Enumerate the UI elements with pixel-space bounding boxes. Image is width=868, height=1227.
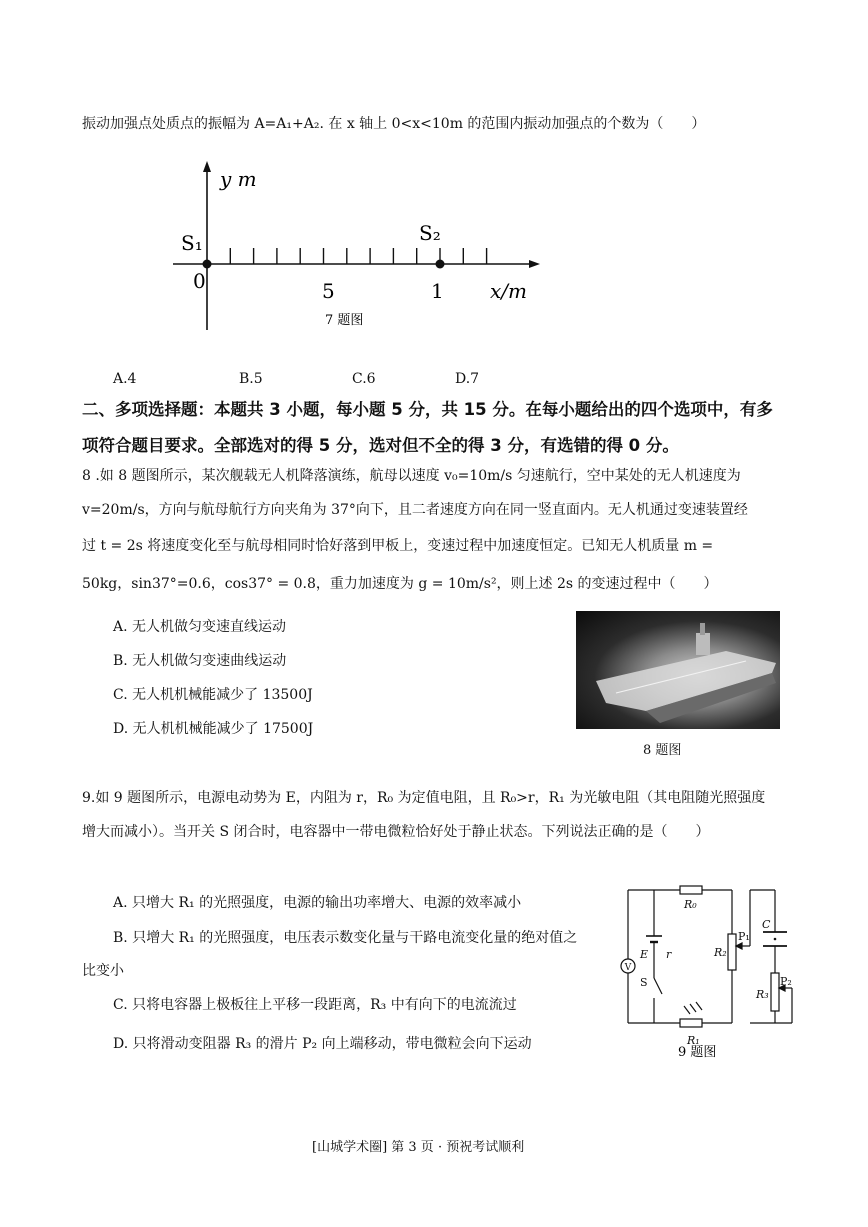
switch-s — [654, 978, 662, 994]
s2-label: S₂ — [419, 221, 441, 245]
label-v: V — [624, 963, 632, 973]
label-r1: R₁ — [687, 1034, 700, 1047]
resistor-r2 — [728, 934, 736, 970]
q9-stem-line1: 9.如 9 题图所示，电源电动势为 E，内阻为 r，R₀ 为定值电阻，且 R₀>r，R₁ 为光敏电阻（其电阻随光照强度 — [82, 790, 766, 806]
label-r0: R₀ — [684, 898, 697, 911]
tick-5-label: 5 — [322, 279, 335, 303]
label-r: r — [666, 948, 672, 961]
q9-option-a: A. 只增大 R₁ 的光照强度，电源的输出功率增大、电源的效率减小 — [113, 895, 522, 911]
q8-option-c: C. 无人机机械能减少了 13500J — [113, 687, 313, 703]
label-c: C — [762, 918, 771, 931]
y-axis-arrow — [203, 161, 211, 172]
label-p2: P₂ — [780, 975, 792, 988]
q7-figure-caption: 7 题图 — [325, 313, 364, 328]
x-axis-ticks — [230, 248, 486, 264]
q9-option-b: B. 只增大 R₁ 的光照强度，电压表示数变化量与干路电流变化量的绝对值之 — [113, 930, 578, 946]
y-axis-label: y m — [220, 167, 257, 191]
resistor-r3 — [771, 973, 779, 1011]
s1-label: S₁ — [181, 231, 203, 255]
source-s2-dot — [436, 260, 445, 269]
q8-option-d: D. 无人机机械能减少了 17500J — [113, 721, 314, 737]
q9-option-c: C. 只将电容器上极板往上平移一段距离，R₃ 中有向下的电流流过 — [113, 997, 517, 1013]
q8-stem-line4: 50kg，sin37°=0.6，cos37° = 0.8，重力加速度为 g = 10m/s²，则上述 2s 的变速过程中（ ） — [82, 576, 718, 592]
x-axis-label: x/m — [490, 279, 527, 303]
q7-option-d: D.7 — [455, 371, 480, 387]
q8-option-a: A. 无人机做匀变速直线运动 — [113, 619, 287, 635]
q9-option-d: D. 只将滑动变阻器 R₃ 的滑片 P₂ 向上端移动，带电微粒会向下运动 — [113, 1036, 532, 1052]
source-s1-dot — [203, 260, 212, 269]
q8-figure-caption: 8 题图 — [643, 743, 682, 758]
q9-stem-line2: 增大而减小）。当开关 S 闭合时，电容器中一带电微粒恰好处于静止状态。下列说法正确的是（ ） — [82, 824, 710, 840]
charged-particle — [774, 938, 777, 941]
q8-stem-line2: v=20m/s，方向与航母航行方向夹角为 37°向下，且二者速度方向在同一竖直面内。无人机通过变速装置经 — [82, 502, 748, 518]
tick-10-label: 1 — [431, 279, 444, 303]
q7-option-a: A.4 — [113, 371, 137, 387]
x-axis-arrow — [529, 260, 540, 268]
page-footer: [山城学术圈] 第 3 页 · 预祝考试顺利 — [312, 1140, 525, 1155]
section2-header-line2: 项符合题目要求。全部选对的得 5 分，选对但不全的得 3 分，有选错的得 0 分。 — [82, 436, 679, 455]
q7-option-b: B.5 — [239, 371, 263, 387]
aircraft-carrier-icon — [576, 611, 780, 729]
q9-circuit-diagram — [610, 878, 805, 1058]
resistor-r1 — [680, 1019, 702, 1027]
q9-figure-caption: 9 题图 — [678, 1045, 717, 1058]
resistor-r0 — [680, 886, 702, 894]
q7-option-c: C.6 — [352, 371, 376, 387]
label-p1: P₁ — [738, 930, 750, 943]
q7-wave-figure — [165, 160, 555, 335]
label-r2: R₂ — [714, 946, 727, 959]
section2-header-line1: 二、多项选择题：本题共 3 小题，每小题 5 分，共 15 分。在每小题给出的四个选项中，有多 — [82, 400, 773, 419]
q9-option-b-cont: 比变小 — [82, 963, 124, 979]
q8-option-b: B. 无人机做匀变速曲线运动 — [113, 653, 287, 669]
q7-stem: 振动加强点处质点的振幅为 A=A₁+A₂. 在 x 轴上 0<x<10m 的范围内振动加强点的个数为（ ） — [82, 116, 706, 132]
label-e: E — [640, 948, 649, 961]
label-r3: R₃ — [756, 988, 769, 1001]
label-s: S — [640, 976, 648, 989]
origin-label: 0 — [193, 269, 206, 293]
q8-stem-line1: 8 .如 8 题图所示，某次舰载无人机降落演练，航母以速度 v₀=10m/s 匀速航行，空中某处的无人机速度为 — [82, 468, 741, 484]
aircraft-carrier-photo — [576, 611, 780, 729]
q8-stem-line3: 过 t = 2s 将速度变化至与航母相同时恰好落到甲板上，变速过程中加速度恒定。已知无人机质量 m = — [82, 538, 714, 554]
